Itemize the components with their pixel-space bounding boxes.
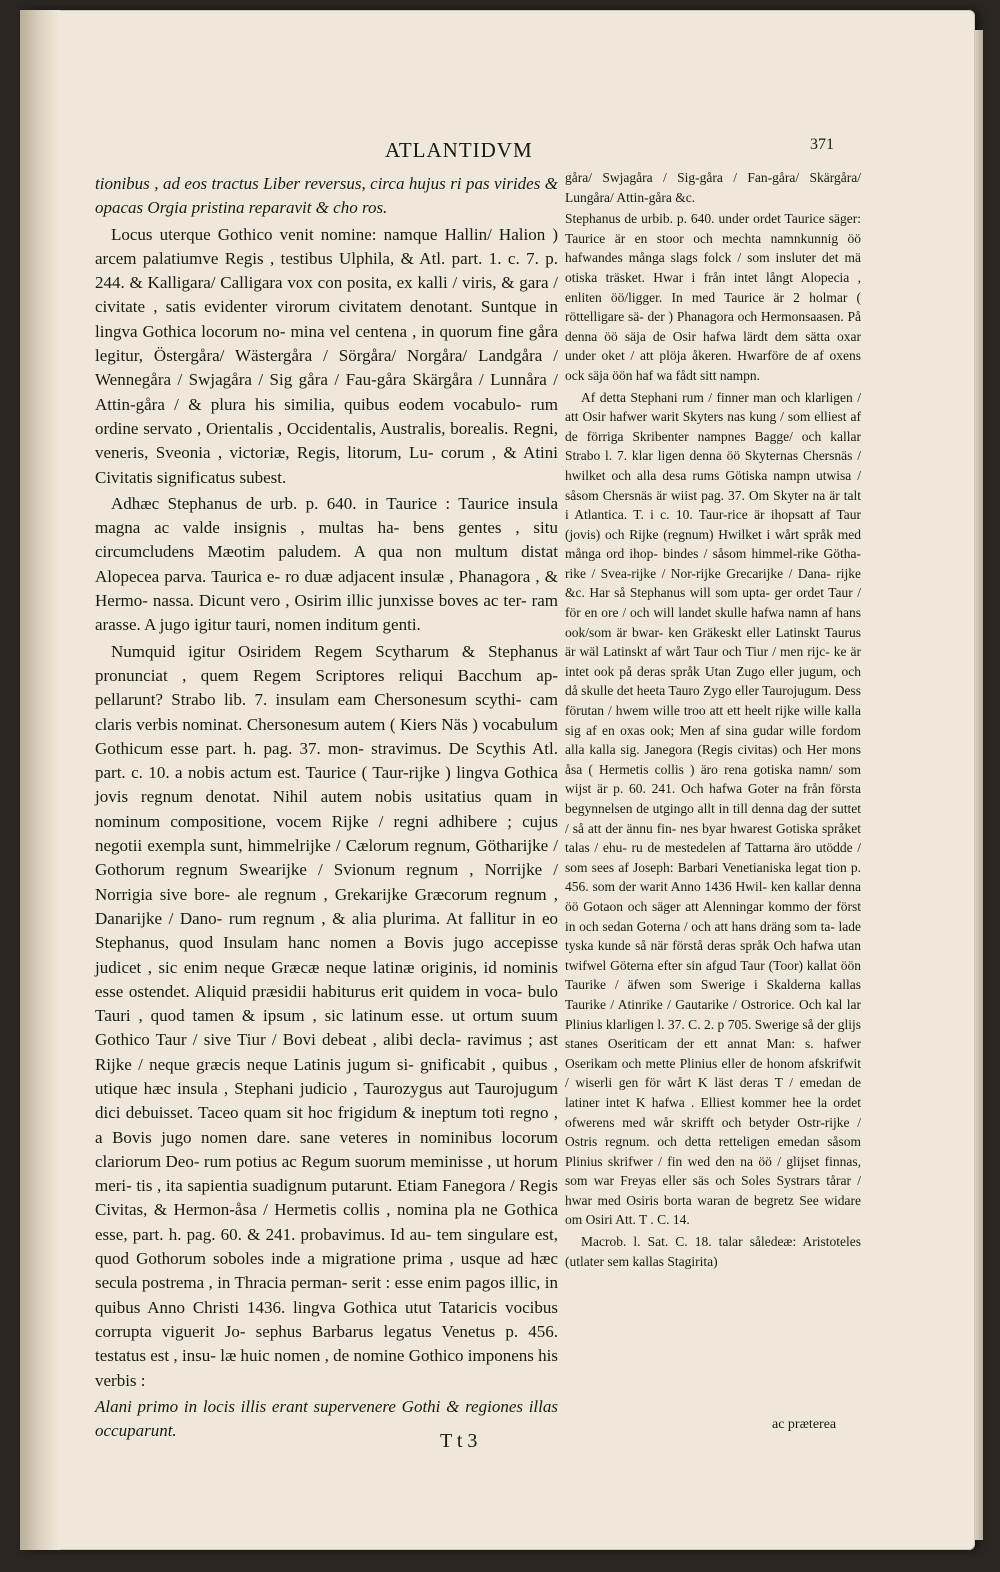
left-paragraph: tionibus , ad eos tractus Liber reversus, circa hujus ri pas virides & opacas Orgia pristina reparavit & cho ros. — [95, 174, 558, 218]
page-gutter — [20, 10, 60, 1550]
left-paragraph: Locus uterque Gothico venit nomine: namque Hallin/ Halion ) arcem palatiumve Regis , testibus Ulphila, & Atl. part. 1. c. 7. p. 244. & Kalligara/ Calligara vox con posita, ex kalli / viris, & gara / civitate , satis evidenter virorum civitatem denotant. Suntque in lingva Gothica locorum no- mina vel centena , in quorum fine gåra legitur, Östergåra/ Wästergåra / Sörgåra/ Norgåra/ Landgåra / Wennegåra / Swjagåra / Sig gåra / Fau-gåra Skärgåra / Lunnåra / Attin-gåra / & plura his similia, quibus eodem vocabulo- rum ordine servato , Orientalis , Occidentalis, Australis, borealis. Regni, veneris, Sveonia , victoriæ, Regis, litorum, Lu- corum , & Atini Civitatis significatus subest. — [95, 224, 558, 487]
catchword: ac præterea — [772, 1417, 837, 1432]
book-page — [20, 10, 975, 1550]
latin-column — [95, 172, 558, 1445]
right-paragraph: Stephanus de urbib. p. 640. under ordet Taurice säger: Taurice är en stoor och mechta namnkunnig öö hafwandes många slags folck / som insluter det mä otiska träsket. Hwar i från intet långt Alopecia , enliten öö/ligger. In med Taurice är 2 holmar ( röttelligare sä- der ) Phanagora och Hermonsaasen. På denna öö säja de Osir hafwa lärdt dem sätta oxar under oket / att plöja åkeren. Hwarföre de af oxens ock säja öön haf wa fådt sitt nampn. — [565, 211, 861, 383]
left-paragraph: Alani primo in locis illis erant supervenere Gothi & regiones illas occuparunt. — [95, 1396, 558, 1441]
left-paragraph: Adhæc Stephanus de urb. p. 640. in Taurice : Taurice insula magna ac valde insignis , multas ha- bens gentes , situ circumcludens Mæotim paludem. A qua non multum distat Alopecea parva. Taurica e- ro duæ adjacent insulæ , Phanagora , & Hermo- nassa. Dicunt vero , Osirim illic junxisse boves ac ter- ram arasse. A jugo igitur tauri, nomen inditum genti. — [95, 493, 558, 635]
page-edge — [975, 30, 983, 1540]
swedish-column — [565, 168, 861, 1273]
right-paragraph: Af detta Stephani rum / finner man och klarligen / att Osir hafwer warit Skyters nas kung / som elliest af de förriga Skribenter nampnes Bagge/ och kallar Strabo l. 7. klar ligen denna öö Skyternas Chersnäs / hwilket och alla desa rums Götiska nampn utwisa / såsom Chersnäs är wiist pag. 37. Om Skyter na är talt i Atlantica. T. i c. 10. Taur-rice är ihopsatt af Taur (jovis) och Rijke (regnum) Hwilket i wårt språk med många ord ihop- bindes / såsom himmel-rike Götha-rike / Svea-rijke / Nor-rijke Grecarijke / Dana- rijke &c. Har så Stephanus will som upta- ger ordet Taur / för en ore / och will landet skulle hafwa namn af hans ook/som är bwar- ken Gräkeskt eller Latinskt Taurus är wäl Latinskt af wårt Taur och Tiur / men rijc- ke är intet ook på deras språk Utan Zugo eller jugum, och då skulle det heeta Tauro Zygo eller Taurojugum. Dess förutan / hwem wille troo att ett heelt rijke wille kalla sig af en oxas ook; Men af sina gudar wille fordom alla kalla sig. Janegora (Regis civitas) och Her mons åsa ( Hermetis collis ) äro rena gotiska namn/ som wijst är p. 60. 241. Och hafwa Goter na från första begynnelsen de utgingo allt in till denna dag der suttet / så att der ännu fin- nes byar hwarest Gotiska språket talas / ehu- ru de mestedelen af Tattarna äro utödde / som sees af Joseph: Barbari Venetianiska legat tion p. 456. som der warit Anno 1436 Hwil- ken kallar denna öö Gotaon och säger att Alenningar kommo der först in och sedan Goterna / och att hans dräng som ta- lade tyska kunde så när förstå deras språk Och hafwa utan twifwel Göterna efter sin afgud Taur (Toor) kallat öön Taurike / äfwen som Swerige i Skalderna kallas Taurike / Atinrike / Gautarike / Ostrorice. Och kal lar Plinius klarligen l. 37. C. 2. p 705. Swerige så der glijs stanes Oseriticam der ett annat Man: s. hafwer Oserikam och mette Plinius eller de honom afskrifwit / wiserli gen för wårt K läst deras T / emedan de latiner intet K hafwa . Elliest kommer hee la ordet ofwerens med wår skrifft och betyder Ostr-rijke / Ostris regnum. och detta retteligen emedan såsom Plinius skrifwer / fin wed den na öö / glijset finnas, som war Freyas eller säs och Soles Systrars tårar / hwar med Osiris borta waran de begretz See widare om Osiri Att. T . C. 14. — [565, 389, 861, 1228]
left-paragraph: Numquid igitur Osiridem Regem Scytharum & Stephanus pronunciat , quem Regem Scriptores reliqui Bacchum ap- pellarunt? Strabo lib. 7. insulam eam Chersonesum scythi- cam claris verbis nominat. Chersonesum autem ( Kiers Näs ) vocabulum Gothicum esse part. h. pag. 37. mon- stravimus. De Scythis Atl. part. c. 10. a nobis actum est. Taurice ( Taur-rijke ) lingva Gothica jovis regnum denotat. Nihil autem nobis usitatius quam in nominum compositione, vocem Rijke / regni adhibere ; cujus negotii exempla sunt, himmelrijke / Cælorum regnum, Götharijke / Gothorum regnum Swearijke / Svionum regnum , Norrijke / Norrigia sive bore- ale regnum , Grekarijke Græcorum regnum , Danarijke / Dano- rum regnum , & alia plurima. At fallitur in eo Stephanus, quod Insulam hanc nomen a Bovis jugo accepisse judicet , sic enim neque Græcæ neque latinæ originis, id nominis esse ostendet. Aliquid præsidii habiturus erit quidem in voca- bulo Tauri , quod tamen & ipsum , sic latinum esse. ut ortum suum Gothico Taur / sive Tiur / Bovi debeat , alibi decla- ravimus ; ast Rijke / neque græcis neque Latinis jugum si- gnificabit , quibus , utique hæc insula , Stephani judicio , Taurozygus aut Taurojugum dici debuisset. Taceo quam sit hoc frigidum & ineptum toti regno , a Bovis jugo nomen dare. sane veteres in nominibus locorum clariorum Deo- rum potius ac Regum suorum meminisse , ut horum meri- tis , ita sapientia suadignum putarunt. Etiam Fanegora / Regis Civitas, & Hermon-åsa / Hermetis collis , nomina pla ne Gothica esse, part. h. pag. 60. & 241. probavimus. Id au- tem singulare est, quod Gothorum soboles inde a migratione prima , usque ad hæc secula postrema , in Thracia perman- serit : esse enim pagos illic, in quibus Anno Christi 1436. lingva Gothica utut Tataricis vocibus corrupta viguerit Jo- sephus Barbarus legatus Venetus p. 456. testatus est , insu- læ huic nomen , de nomine Gothico imponens his verbis : — [95, 641, 558, 1390]
right-paragraph: Macrob. l. Sat. C. 18. talar såledeæ: Aristoteles (utlater sem kallas Stagirita) — [565, 1234, 861, 1269]
page-number: 371 — [810, 136, 834, 153]
signature-mark: T t 3 — [440, 1430, 478, 1452]
running-head: ATLANTIDVM — [385, 138, 533, 162]
right-paragraph: gåra/ Swjagåra / Sig-gåra / Fan-gåra/ Skärgåra/ Lungåra/ Attin-gåra &c. — [565, 170, 861, 205]
